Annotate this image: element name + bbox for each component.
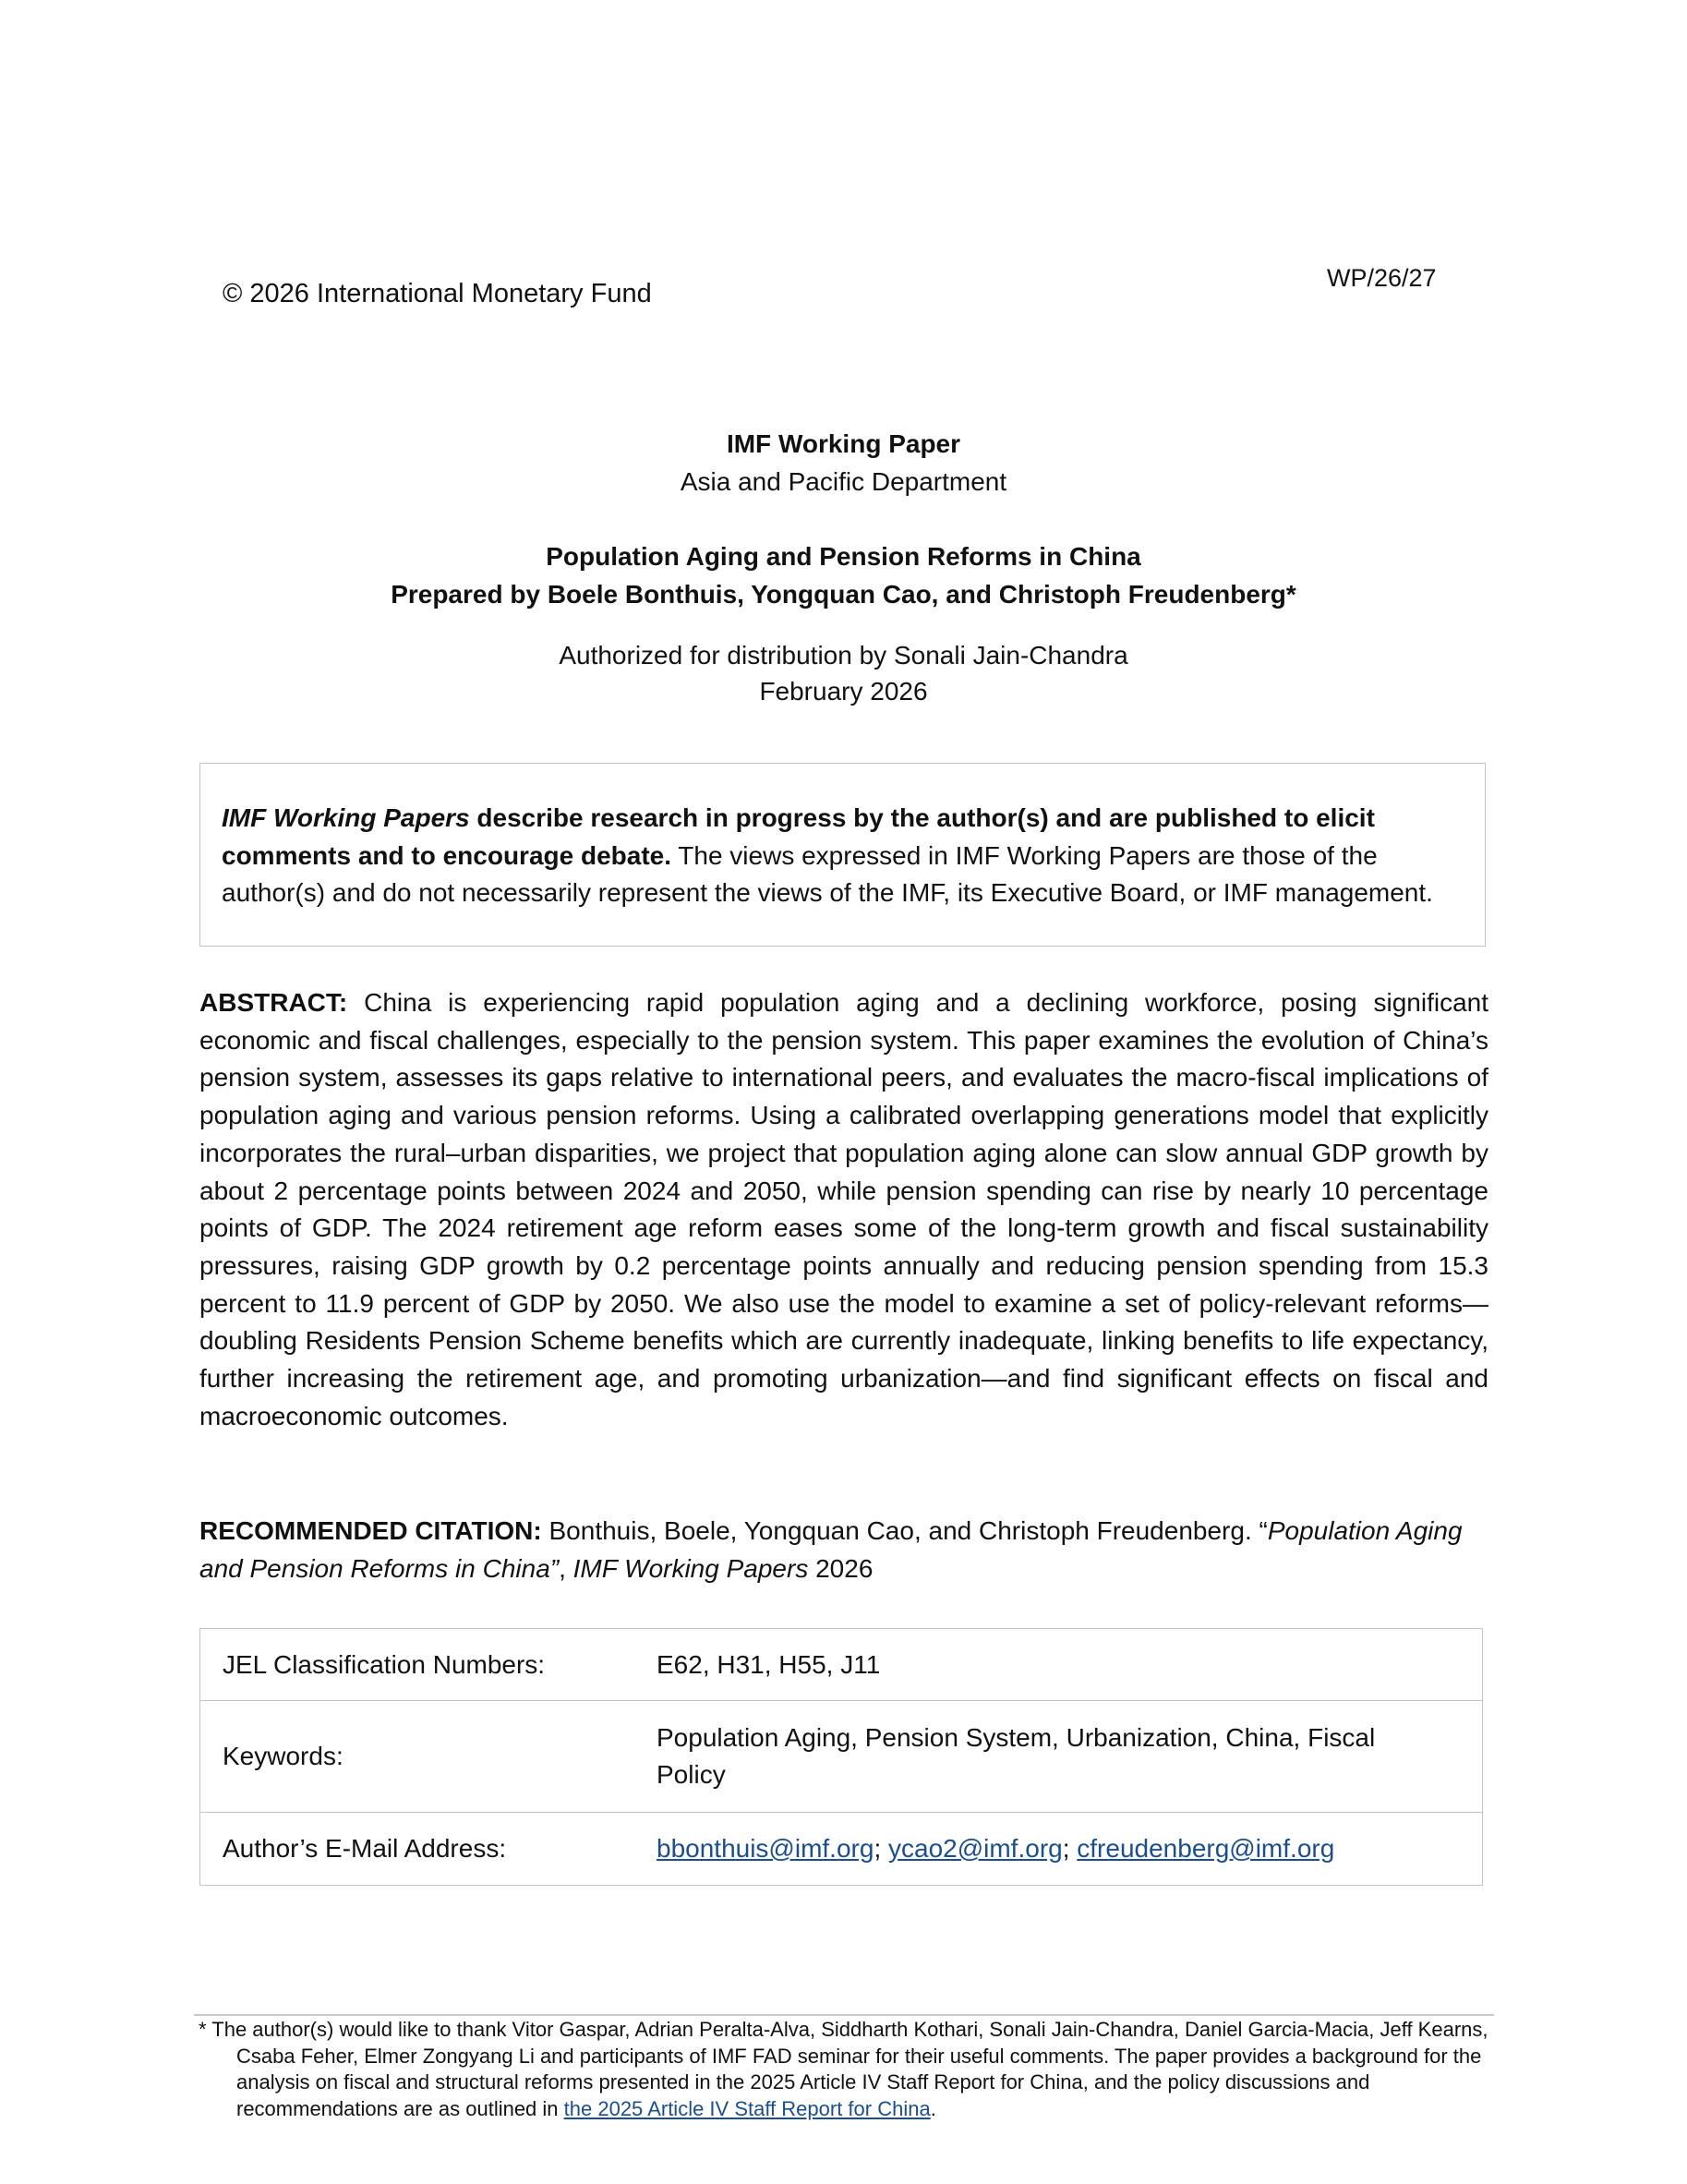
disclaimer-text [222,800,1477,912]
disclaimer-box [199,763,1486,947]
citation-label: RECOMMENDED CITATION: [199,1516,542,1545]
abstract [199,984,1488,1435]
footnote-divider [194,2014,1494,2016]
metadata-table [199,1628,1483,1886]
email-value [657,1813,1483,1886]
paper-number: WP/26/27 [1327,264,1437,292]
email-separator: ; [874,1834,888,1863]
authors-line: Prepared by Boele Bonthuis, Yongquan Cao, and Christoph Freudenberg* [391,580,1296,609]
publication-date: February 2026 [759,677,928,706]
table-row [200,1701,1483,1813]
footnote [199,2017,1491,2123]
paper-title: Population Aging and Pension Reforms in China [546,542,1141,571]
jel-label: JEL Classification Numbers: [200,1629,657,1701]
article-iv-report-link[interactable]: the 2025 Article IV Staff Report for China [563,2097,931,2121]
email-separator: ; [1062,1834,1078,1863]
abstract-text: China is experiencing rapid population aging and a declining workforce, posing significant economic and fiscal challenges, especially to the pension system. This paper examines the evolution of China’s pension system, assesses its gaps relative to international peers, and evaluates the macro-fiscal implications of population aging and various pension reforms. Using a calibrated overlapping generations model that explicitly incorporates the rural–urban disparities, we project that population aging alone can slow annual GDP growth by about 2 percentage points between 2024 and 2050, while pension spending can rise by nearly 10 percentage points of GDP. The 2024 retirement age reform eases some of the long-term growth and fiscal sustainability pressures, raising GDP growth by 0.2 percentage points annually and reducing pension spending from 15.3 percent to 11.9 percent of GDP by 2050. We also use the model to examine a set of policy-relevant reforms—doubling Residents Pension Scheme benefits which are currently inadequate, linking benefits to life expectancy, further increasing the retirement age, and promoting urbanization—and find significant effects on fiscal and macroeconomic outcomes. [199,988,1488,1430]
footnote-marker: * [199,2018,212,2041]
disclaimer-lead: IMF Working Papers [222,803,470,832]
disclaimer-regular: The views expressed in IMF Working Papers are those of the author(s) and do not necessarily represent the views of the IMF, its Executive Board, or IMF management. [222,840,1433,907]
email-link-cao[interactable]: ycao2@imf.org [888,1834,1063,1863]
table-row [200,1813,1483,1886]
table-row [200,1629,1483,1701]
series-heading: IMF Working Paper [726,429,961,458]
email-link-bonthuis[interactable]: bbonthuis@imf.org [657,1834,874,1863]
citation-series: IMF Working Papers [572,1554,809,1583]
copyright-notice: © 2026 International Monetary Fund [223,279,652,308]
citation-title: Population Aging and Pension Reforms in China” [199,1516,1463,1583]
email-label: Author’s E-Mail Address: [200,1813,657,1886]
recommended-citation [199,1512,1488,1587]
keywords-value: Population Aging, Pension System, Urbanization, China, Fiscal Policy [657,1701,1483,1813]
jel-value: E62, H31, H55, J11 [657,1629,1483,1701]
keywords-label: Keywords: [200,1701,657,1813]
authorized-by: Authorized for distribution by Sonali Jain-Chandra [559,641,1128,670]
footnote-end: . [930,2097,936,2121]
footnote-text: The author(s) would like to thank Vitor Gaspar, Adrian Peralta-Alva, Siddharth Kothari, Sonali Jain-Chandra, Daniel Garcia-Macia, Jeff Kearns, Csaba Feher, Elmer Zongyang Li and participants of IMF FAD seminar for their useful comments. The paper provides a background for the analysis on fiscal and structural reforms presented in the 2025 Article IV Staff Report for China, and the policy discussions and recommendations are as outlined in [211,2018,1488,2121]
abstract-label: ABSTRACT: [199,988,348,1017]
citation-sep: , [559,1554,573,1583]
citation-authors: Bonthuis, Boele, Yongquan Cao, and Christoph Freudenberg. “ [541,1516,1268,1545]
citation-year: 2026 [808,1554,874,1583]
department: Asia and Pacific Department [680,467,1007,496]
email-link-freudenberg[interactable]: cfreudenberg@imf.org [1077,1834,1335,1863]
disclaimer-bold: describe research in progress by the author(s) and are published to elicit comments and to encourage debate. [222,803,1375,870]
